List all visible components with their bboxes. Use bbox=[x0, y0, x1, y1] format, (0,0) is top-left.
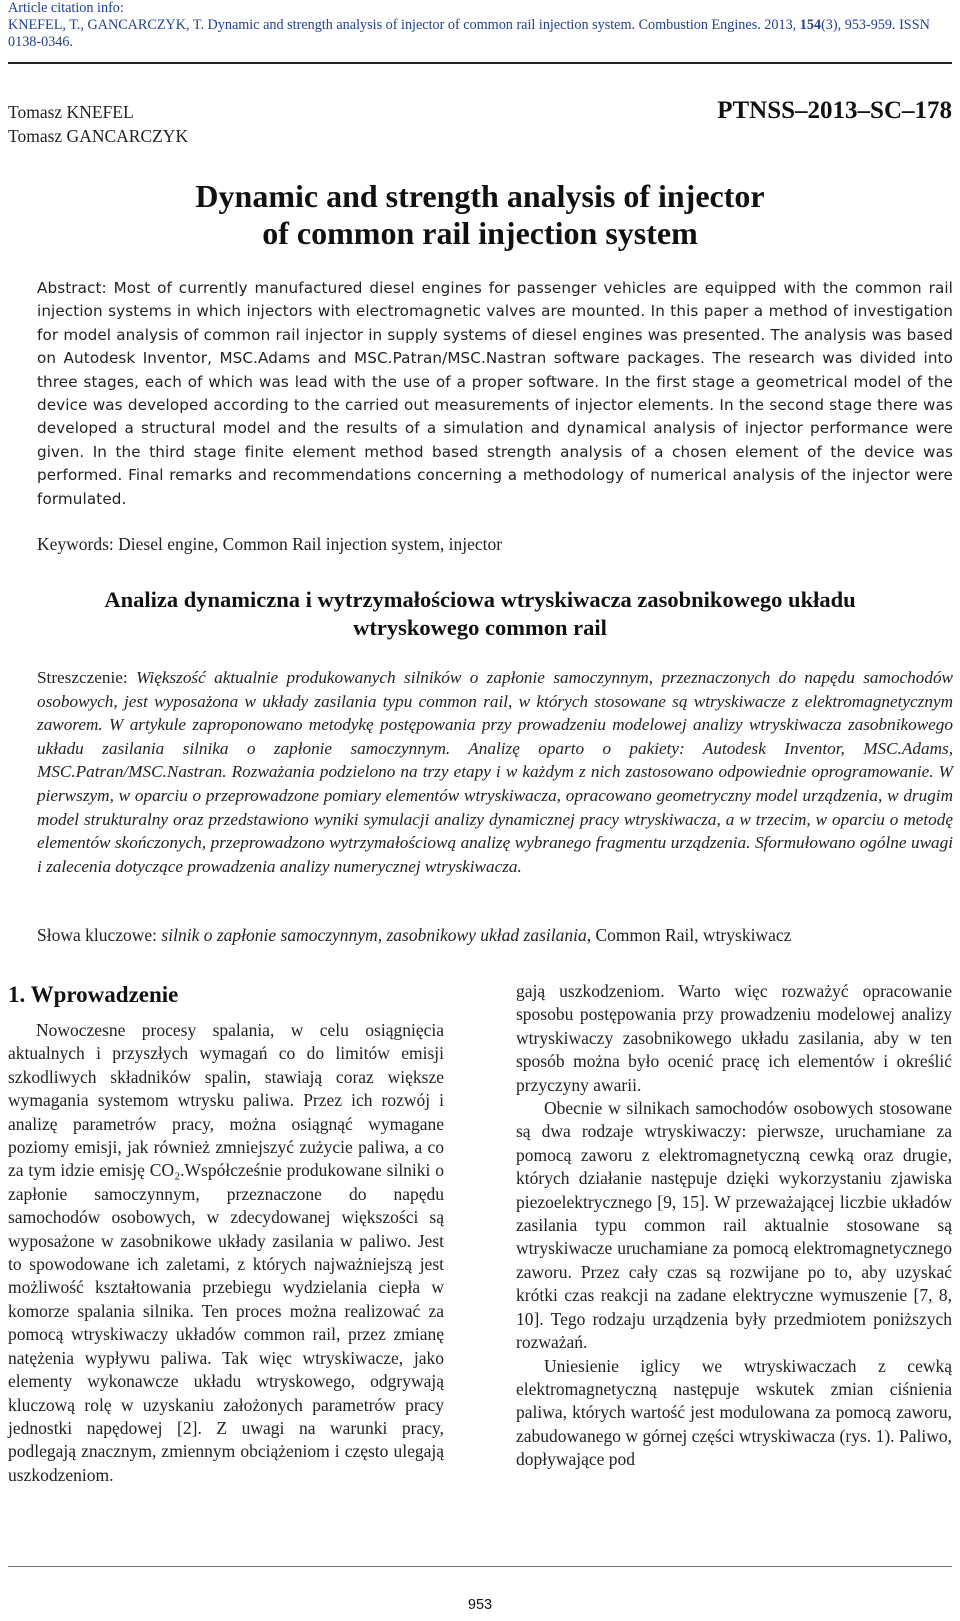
author-name: Tomasz GANCARCZYK bbox=[8, 126, 189, 146]
article-citation bbox=[8, 0, 952, 51]
author-list bbox=[8, 100, 188, 148]
section-heading: 1. Wprowadzenie bbox=[8, 982, 179, 1007]
footer-divider bbox=[8, 1566, 952, 1567]
polish-title bbox=[0, 586, 960, 642]
paragraph: Nowoczesne procesy spalania, w celu osiągnięcia aktualnych i przyszłych wymagań co do limitów emisji szkodliwych składników spalin, stawiają coraz większe wymagania systemom wtrysku paliwa. Przez ich rozwój i analizę parametrów pracy, można osiągnąć wymagane poziomy emisji, jak również zmniejszyć zużycie paliwa, a co za tym idzie emisję CO₂.Współcześnie produkowane silniki o zapłonie samoczynnym, przeznaczone do napędu samochodów osobowych, w zdecydowanej większości są wyposażone w zasobnikowe układy zasilania w paliwo. Jest to spowodowane ich zaletami, z których najważniejszą jest możliwość kształtowania przebiegu wydzielania ciepła w komorze spalania silnika. Ten proces można realizować za pomocą wtryskiwaczy układów common rail, przez zmianę natężenia wypływu paliwa. Tak więc wtryskiwacze, jako elementy wykonawcze układu wtryskowego, odgrywają kluczową rolę w uzyskaniu założonych parametrów pracy jednostki napędowej [2]. Z uwagi na warunki pracy, podlegają znacznym, zmiennym obciążeniom i często ulegają uszkodzeniom. bbox=[8, 1020, 444, 1485]
left-column bbox=[8, 1019, 444, 1487]
right-column bbox=[516, 980, 952, 1472]
header-divider bbox=[8, 62, 952, 64]
citation-label: Article citation info: bbox=[8, 0, 124, 16]
page-number: 953 bbox=[467, 1597, 493, 1613]
title-line: of common rail injection system bbox=[262, 215, 698, 251]
polish-abstract bbox=[37, 666, 953, 878]
citation-volume: 154 bbox=[799, 17, 822, 33]
author-name: Tomasz KNEFEL bbox=[8, 102, 134, 122]
polish-keywords: Słowa kluczowe: silnik o zapłonie samoczynnym, zasobnikowy układ zasilania, Common Rail, wtryskiwacz bbox=[37, 925, 792, 945]
polish-abstract-label: Streszczenie: bbox=[37, 668, 137, 687]
paragraph: gają uszkodzeniom. Warto więc rozważyć opracowanie sposobu postępowania przy prowadzeniu modelowej analizy wtryskiwaczy zasobnikowego układu zasilania, aby w ten sposób można było ocenić pracę ich elementów i określić przyczyny awarii. bbox=[516, 981, 952, 1095]
citation-text: KNEFEL, T., GANCARCZYK, T. Dynamic and strength analysis of injector of common rail injection system. Combustion Engines. 2013, 154(3), 953-959. ISSN 0138-0346. bbox=[8, 17, 930, 50]
paper-title bbox=[0, 178, 960, 252]
polish-abstract-body: Większość aktualnie produkowanych silników o zapłonie samoczynnym, przeznaczonych do napędu samochodów osobowych, jest wyposażona w układy zasilania typu common rail, w których stosowane są wtryskiwacze z elektromagnetycznym zaworem. W artykule zaproponowano metodykę postępowania przy prowadzeniu modelowej analizy wtryskiwacza zasobnikowego układu zasilania silnika o zapłonie samoczynnym. Analizę oparto o pakiety: Autodesk Inventor, MSC.Adams, MSC.Patran/MSC.Nastran. Rozważania podzielono na trzy etapy i w każdym z nich zastosowano odpowiednie oprogramowanie. W pierwszym, w oparciu o przeprowadzone pomiary elementów wtryskiwacza, opracowano geometryczny model urządzenia, w drugim model strukturalny oraz przedstawiono wyniki symulacji analizy dynamicznej pracy wtryskiwacza, a w trzecim, w oparciu o metodę elementów skończonych, przeprowadzono wytrzymałościową analizę wybranego fragmentu urządzenia. Sformułowano ogólne uwagi i zalecenia dotyczące prowadzenia analizy numerycznej wtryskiwacza. bbox=[37, 668, 954, 876]
title-line: Dynamic and strength analysis of injector bbox=[195, 178, 765, 214]
paper-code: PTNSS–2013–SC–178 bbox=[717, 97, 952, 124]
paragraph: Uniesienie iglicy we wtryskiwaczach z cewką elektromagnetyczną następuje wskutek zmian ciśnienia paliwa, których wartość jest modulowana za pomocą zaworu, zabudowanego w górnej części wtryskiwacza (rys. 1). Paliwo, dopływające pod bbox=[516, 1355, 952, 1470]
polish-title-line: Analiza dynamiczna i wytrzymałościowa wtryskiwacza zasobnikowego układu bbox=[104, 587, 856, 612]
abstract: Abstract: Most of currently manufactured diesel engines for passenger vehicles are equipped with the common rail injection systems in which injectors with electromagnetic valves are mounted. In this paper a method of investigation for model analysis of common rail injector in supply systems of diesel engines was presented. The analysis was based on Autodesk Inventor, MSC.Adams and MSC.Patran/MSC.Nastran software packages. The research was divided into three stages, each of which was lead with the use of a proper software. In the first stage a geometrical model of the device was developed according to the carried out measurements of injector elements. In the second stage there was developed a structural model and the results of a simulation and dynamical analysis of injector performance were given. In the third stage finite element method based strength analysis of a chosen element of the device was performed. Final remarks and recommendations concerning a methodology of numerical analysis of the injector were formulated. bbox=[37, 279, 953, 508]
paragraph: Obecnie w silnikach samochodów osobowych stosowane są dwa rodzaje wtryskiwaczy: pierwsze, uruchamiane za pomocą zaworu z elektromagnetyczną cewką oraz drugie, których działanie następuje dzięki wykorzystaniu zjawiska piezoelektrycznego [9, 15]. W przeważającej liczbie układów zasilania typu common rail aktualnie stosowane są wtryskiwacze uruchamiane za pomocą elektromagnetycznego zaworu. Przez cały czas są rozwijane po to, aby uzyskać krótki czas reakcji na zadane elektryczne wymuszenie [7, 8, 10]. Tego rodzaju urządzenia były przedmiotem poniższych rozważań. bbox=[516, 1098, 952, 1353]
keywords: Keywords: Diesel engine, Common Rail injection system, injector bbox=[37, 534, 503, 554]
polish-title-line: wtryskowego common rail bbox=[353, 615, 607, 640]
